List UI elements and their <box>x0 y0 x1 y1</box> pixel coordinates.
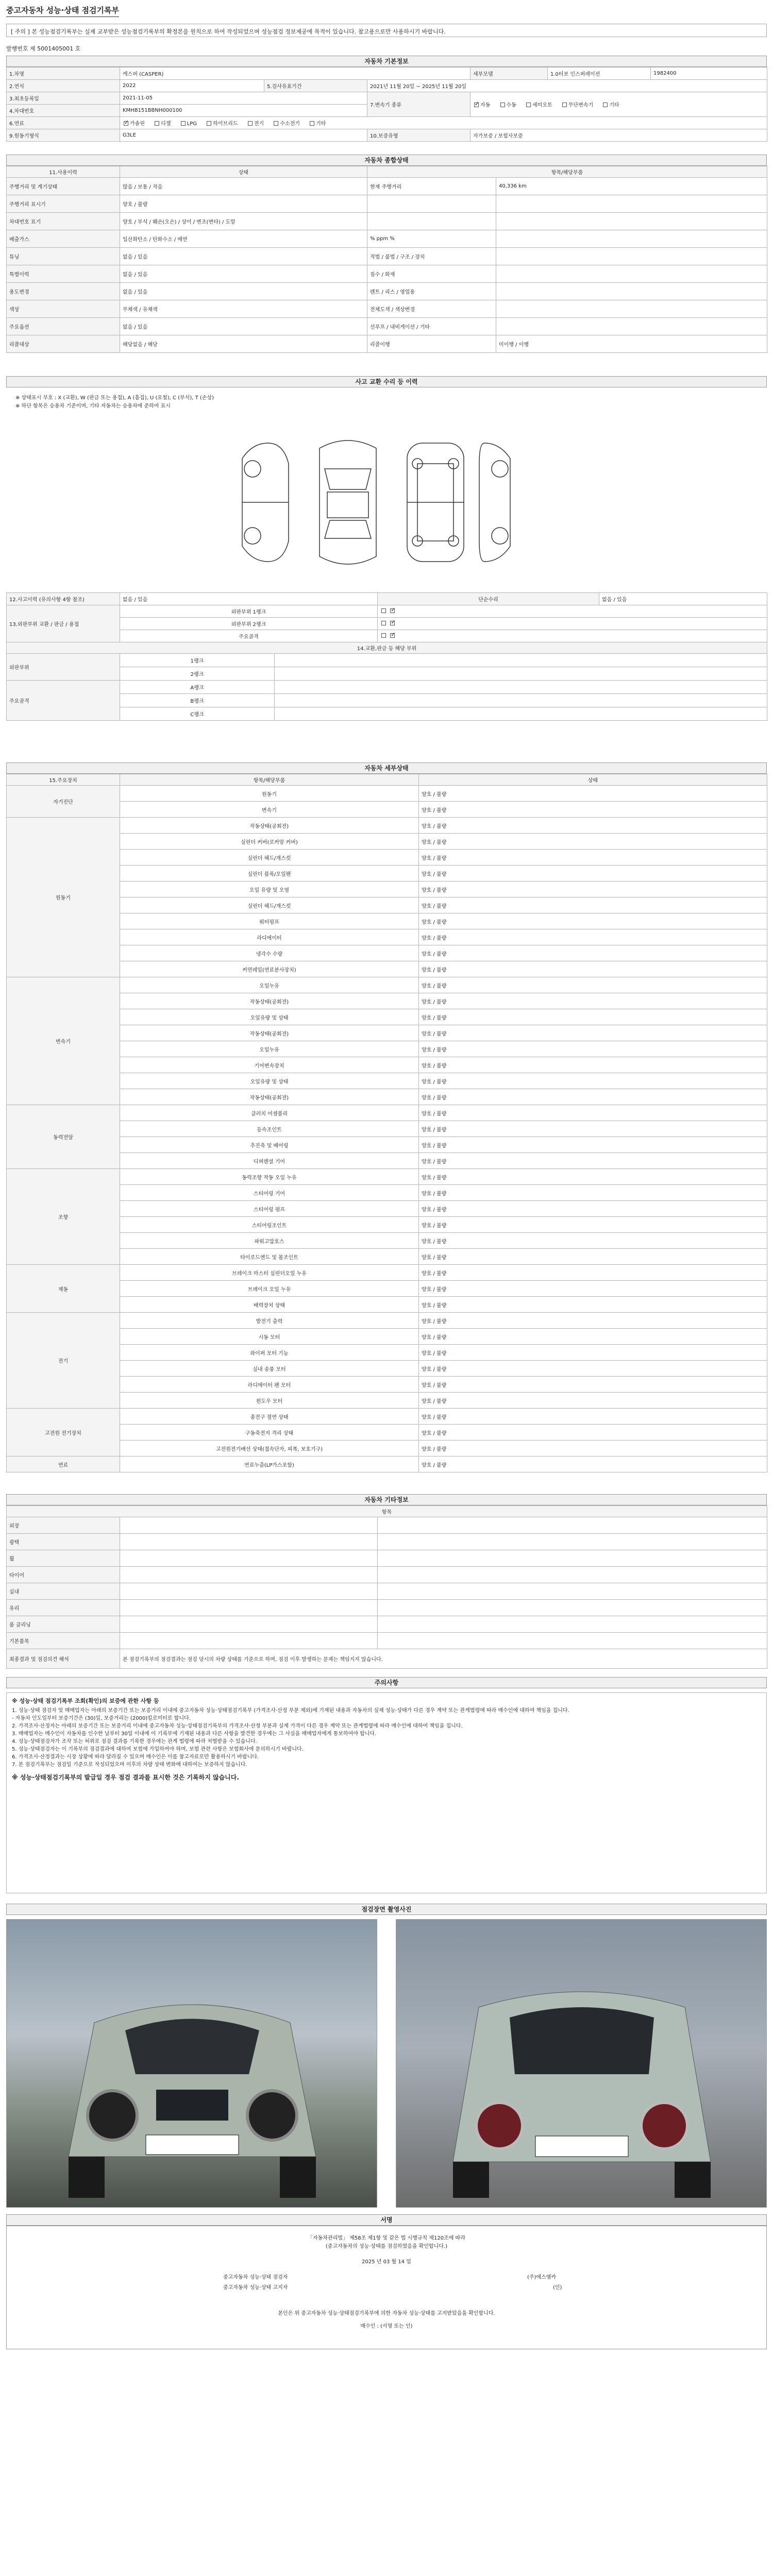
detail-item-status: 양호 / 불량 <box>419 1233 767 1249</box>
detail-item-status: 양호 / 불량 <box>419 834 767 850</box>
section-detail-title: 자동차 세부상태 <box>6 762 767 774</box>
checkbox-icon <box>526 103 531 107</box>
value-model-code: 1982400 <box>651 67 767 80</box>
detail-item-status: 양호 / 불량 <box>419 1153 767 1169</box>
detail-item-label: 연료누출(LP가스포함) <box>120 1456 419 1472</box>
label-car-name: 1.차명 <box>7 67 120 80</box>
checkbox-icon <box>181 121 186 126</box>
front-photo <box>6 1919 377 2208</box>
detail-item-label: 오일누유 <box>120 1041 419 1057</box>
overall-row-label: 색상 <box>7 300 120 318</box>
overall-row-state: 없음 / 있음 <box>120 318 367 335</box>
detail-item-label: 브레이크 오일 누유 <box>120 1281 419 1297</box>
detail-item-status: 양호 / 불량 <box>419 1377 767 1393</box>
detail-item-label: 스티어링 기어 <box>120 1185 419 1201</box>
section-sign-title: 서명 <box>6 2214 767 2226</box>
value-first-reg: 2021-11-05 <box>120 92 367 105</box>
overall-row-item: 현재 주행거리 <box>367 178 496 195</box>
detail-item-label: 디퍼렌셜 기어 <box>120 1153 419 1169</box>
detail-group-label: 동력전달 <box>7 1105 120 1169</box>
checkbox-icon <box>390 608 395 613</box>
rank-label: 2랭크 <box>120 667 275 681</box>
detail-item-label: 브레이크 마스터 실린더오일 누유 <box>120 1265 419 1281</box>
detail-item-status: 양호 / 불량 <box>419 1361 767 1377</box>
overall-row-label: 특별이력 <box>7 265 120 283</box>
parts-head: 14.교환,판금 등 해당 부위 <box>7 642 767 654</box>
sign-buyer-line: 본인은 위 중고자동차 성능·상태점검기록부에 의한 자동차 성능·상태를 고지받았음을 확인합니다. <box>278 2311 495 2316</box>
cost-row-extra <box>378 1583 767 1600</box>
value-car-name: 캐스퍼 (CASPER) <box>120 67 470 80</box>
cost-row-label: 외장 <box>7 1517 120 1534</box>
overall-row-item: 선루프 / 내비게이션 / 기타 <box>367 318 496 335</box>
detail-item-status: 양호 / 불량 <box>419 1137 767 1153</box>
rank-value <box>275 694 767 707</box>
checkbox-icon <box>274 121 278 126</box>
overall-head-items: 항목/해당부품 <box>367 166 767 178</box>
detail-item-status: 양호 / 불량 <box>419 802 767 818</box>
detail-item-label: 고전원전기배선 상태(접속단자, 피복, 보호기구) <box>120 1440 419 1456</box>
detail-item-status: 양호 / 불량 <box>419 1041 767 1057</box>
detail-item-status: 양호 / 불량 <box>419 961 767 977</box>
value-warranty: 자가보증 / 보험사보증 <box>470 129 767 142</box>
cost-opinion-label: 최종결과 및 점검의견 해석 <box>7 1649 120 1669</box>
cost-row-extra <box>378 1517 767 1534</box>
rank-value <box>275 667 767 681</box>
detail-item-status: 양호 / 불량 <box>419 1073 767 1089</box>
checkbox-icon <box>310 121 314 126</box>
detail-item-label: 구동축전지 격리 상태 <box>120 1425 419 1440</box>
detail-item-label: 기어변속장치 <box>120 1057 419 1073</box>
detail-group-label: 원동기 <box>7 818 120 977</box>
detail-item-label: 파워고압호스 <box>120 1233 419 1249</box>
detail-item-label: 오일유량 및 상태 <box>120 1009 419 1025</box>
overall-row-value <box>496 300 767 318</box>
label-outer-frame: 외판부위 <box>7 654 120 681</box>
label-engine-type: 9.원동기형식 <box>7 129 120 142</box>
detail-item-status: 양호 / 불량 <box>419 1393 767 1409</box>
detail-item-label: 스티어링조인트 <box>120 1217 419 1233</box>
detail-item-label: 추진축 및 베어링 <box>120 1137 419 1153</box>
cost-row-label: 실내 <box>7 1583 120 1600</box>
label-outer-panel: 13.외판부위 교환 / 판금 / 용접 <box>7 605 120 642</box>
outer-row-label: 외판부위 2랭크 <box>120 618 378 630</box>
value-inspection-period: 2021년 11월 20일 ~ 2025년 11월 20일 <box>367 80 767 92</box>
section-damage-title: 사고 교환 수리 등 이력 <box>6 376 767 387</box>
detail-item-status: 양호 / 불량 <box>419 1281 767 1297</box>
overall-row-item <box>367 195 496 213</box>
detail-item-status: 양호 / 불량 <box>419 977 767 993</box>
detail-item-status: 양호 / 불량 <box>419 1345 767 1361</box>
overall-row-value <box>496 248 767 265</box>
label-inspection-period: 5.검사유효기간 <box>264 80 367 92</box>
detail-group-label: 조향 <box>7 1169 120 1265</box>
detail-item-label: 실린더 블록/오일팬 <box>120 866 419 882</box>
cost-row-value <box>120 1567 378 1583</box>
detail-item-label: 충전구 절연 상태 <box>120 1409 419 1425</box>
sign-inspector-name: (주)에스엠카 <box>527 2275 557 2280</box>
rank-value <box>275 654 767 667</box>
detail-group-label: 연료 <box>7 1456 120 1472</box>
sign-law-line: 「자동차관리법」 제58조 제1항 및 같은 법 시행규칙 제120조에 따라 <box>308 2235 465 2241</box>
detail-item-status: 양호 / 불량 <box>419 1440 767 1456</box>
detail-group-label: 제동 <box>7 1265 120 1313</box>
sign-inspector-label: 중고자동차 성능·상태 점검자 <box>223 2275 288 2280</box>
detail-item-label: 와이퍼 모터 기능 <box>120 1345 419 1361</box>
detail-item-label: 오일유량 및 상태 <box>120 1073 419 1089</box>
detail-item-label: 클러치 어셈블리 <box>120 1105 419 1121</box>
overall-row-state: 무채색 / 유채색 <box>120 300 367 318</box>
detail-item-status: 양호 / 불량 <box>419 945 767 961</box>
detail-item-status: 양호 / 불량 <box>419 1105 767 1121</box>
cost-opinion-text: 본 점검기록부의 점검결과는 점검 당시의 차량 상태를 기준으로 하며, 점검 이후 발생하는 문제는 책임지지 않습니다. <box>120 1649 767 1669</box>
detail-item-status: 양호 / 불량 <box>419 1121 767 1137</box>
car-front-photo-icon <box>7 1920 377 2208</box>
label-vin: 4.차대번호 <box>7 105 120 117</box>
car-side-left-icon <box>242 443 289 562</box>
overall-row-label: 주행거리 및 계기상태 <box>7 178 120 195</box>
overall-row-item: 렌트 / 리스 / 영업용 <box>367 283 496 300</box>
cost-row-extra <box>378 1567 767 1583</box>
detail-item-status: 양호 / 불량 <box>419 1329 767 1345</box>
label-first-reg: 3.최초등록일 <box>7 92 120 105</box>
overall-row-item: % ppm % <box>367 230 496 248</box>
detail-item-label: 스티어링 펌프 <box>120 1201 419 1217</box>
certificate-number: 발행번호 제 5001405001 호 <box>6 45 81 52</box>
overall-row-item: 적법 / 불법 / 구조 / 장치 <box>367 248 496 265</box>
section-photos-title: 점검장면 촬영사진 <box>6 1904 767 1915</box>
notes-line: 3. 매매업자는 매수인이 자동차를 인수한 날부터 30일 이내에 이 기록부에 기재된 내용과 다른 사항을 발견한 경우에는 그 사실을 매매업자에게 통보하여야 합니다. <box>12 1731 377 1737</box>
rank-label: 1랭크 <box>120 654 275 667</box>
detail-item-status: 양호 / 불량 <box>419 818 767 834</box>
detail-item-status: 양호 / 불량 <box>419 786 767 802</box>
detail-item-label: 동력조향 작동 오일 누유 <box>120 1169 419 1185</box>
outer-row-value <box>378 618 767 630</box>
label-main-frame: 주요골격 <box>7 681 120 721</box>
cost-head: 항목 <box>7 1506 767 1517</box>
cost-row-extra <box>378 1616 767 1633</box>
checkbox-icon <box>390 621 395 625</box>
cost-row-label: 타이어 <box>7 1567 120 1583</box>
outer-row-value <box>378 605 767 618</box>
checkbox-icon <box>562 103 567 107</box>
overall-row-value: 40,336 km <box>496 178 767 195</box>
rear-photo <box>396 1919 767 2208</box>
detail-item-status: 양호 / 불량 <box>419 1025 767 1041</box>
detail-group-label: 전기 <box>7 1313 120 1409</box>
detail-item-label: 실린더 커버(로커암 커버) <box>120 834 419 850</box>
car-front-rear-icon <box>320 440 376 564</box>
overall-row-label: 리콜대상 <box>7 335 120 353</box>
notes-heading: ※ 성능·상태 점검기록부 조회(확인)의 보증에 관한 사항 등 <box>12 1698 159 1704</box>
detail-item-status: 양호 / 불량 <box>419 1313 767 1329</box>
checkbox-icon <box>381 633 386 638</box>
detail-item-status: 양호 / 불량 <box>419 1425 767 1440</box>
notes-line: 2. 가격조사·산정자는 아래의 보증기간 또는 보증거리 이내에 중고자동차 성능·상태점검기록부의 가격조사·산정 부분과 실제 가격이 다른 경우 계약 또는 관계법령에 따라 매수인에 대하여 책임을 집니다. <box>12 1723 463 1729</box>
detail-item-label: 타이로드엔드 및 볼조인트 <box>120 1249 419 1265</box>
sign-buyer-field: 매수인 : (서명 또는 인) <box>360 2324 413 2329</box>
overall-row-label: 차대번호 표기 <box>7 213 120 230</box>
detail-item-label: 원동기 <box>120 786 419 802</box>
detail-item-status: 양호 / 불량 <box>419 866 767 882</box>
detail-item-label: 실린더 헤드/개스킷 <box>120 897 419 913</box>
notes-line: 1. 성능·상태 점검자 및 매매업자는 아래의 보증기간 또는 보증거리 이내에 중고자동차 성능·상태점검기록부 (가격조사·산정 부분 제외)에 기재된 내용과 자동차의 실제 성능·상태가 다른 경우 계약 또는 관계법령에 따라 매수인에 대하여 책임을 집니다. <box>12 1708 569 1714</box>
detail-table <box>6 774 767 1472</box>
cost-row-value <box>120 1517 378 1534</box>
cost-row-extra <box>378 1633 767 1649</box>
notes-line: 6. 가격조사·산정결과는 시장 상황에 따라 달라질 수 있으며 매수인은 이를 참고자료로만 활용하시기 바랍니다. <box>12 1754 259 1760</box>
rank-label: A랭크 <box>120 681 275 694</box>
overall-row-value <box>496 195 767 213</box>
outer-row-value <box>378 630 767 642</box>
value-simple-repair: 없음 / 있음 <box>599 593 767 605</box>
detail-item-label: 워터펌프 <box>120 913 419 929</box>
detail-item-status: 양호 / 불량 <box>419 993 767 1009</box>
document-title: 중고자동차 성능·상태 점검기록부 <box>6 6 120 15</box>
overall-row-value <box>496 283 767 300</box>
detail-item-status: 양호 / 불량 <box>419 1169 767 1185</box>
detail-item-label: 실내 송풍 모터 <box>120 1361 419 1377</box>
overall-row-state: 일산화탄소 / 탄화수소 / 매연 <box>120 230 367 248</box>
detail-group-label: 자기진단 <box>7 786 120 818</box>
overall-row-state: 양호 / 부식 / 훼손(오손) / 상이 / 변조(변타) / 도말 <box>120 213 367 230</box>
cost-row-value <box>120 1600 378 1616</box>
checkbox-icon <box>207 121 211 126</box>
rank-label: B랭크 <box>120 694 275 707</box>
detail-group-label: 변속기 <box>7 977 120 1105</box>
cost-row-extra <box>378 1550 767 1567</box>
value-sub-model: 1.0터보 인스퍼레이션 <box>548 67 651 80</box>
label-simple-repair: 단순수리 <box>378 593 599 605</box>
overall-row-state: 많음 / 보통 / 적음 <box>120 178 367 195</box>
value-accident: 없음 / 있음 <box>120 593 378 605</box>
checkbox-icon <box>124 121 128 126</box>
label-accident: 12.사고이력 (유의사항 4항 참조) <box>7 593 120 605</box>
overall-row-label: 주행거리 표시기 <box>7 195 120 213</box>
cost-row-value <box>120 1583 378 1600</box>
detail-item-label: 커먼레일(연료분사장치) <box>120 961 419 977</box>
detail-head-device: 15.주요장치 <box>7 774 120 786</box>
detail-item-status: 양호 / 불량 <box>419 1249 767 1265</box>
detail-item-label: 라디에이터 팬 모터 <box>120 1377 419 1393</box>
rank-label: C랭크 <box>120 707 275 721</box>
checkbox-icon <box>390 633 395 638</box>
detail-item-status: 양호 / 불량 <box>419 850 767 866</box>
detail-item-label: 실린더 헤드/개스킷 <box>120 850 419 866</box>
overall-row-state: 없음 / 있음 <box>120 265 367 283</box>
value-vin: KMHB151BBNH000100 <box>120 105 367 117</box>
overall-head-state: 상태 <box>120 166 367 178</box>
cost-row-extra <box>378 1600 767 1616</box>
cost-row-extra <box>378 1534 767 1550</box>
detail-item-status: 양호 / 불량 <box>419 1409 767 1425</box>
cost-row-value <box>120 1550 378 1567</box>
car-side-right-icon <box>479 443 510 562</box>
detail-head-item: 항목/해당부품 <box>120 774 419 786</box>
detail-item-status: 양호 / 불량 <box>419 1201 767 1217</box>
rank-value <box>275 707 767 721</box>
detail-item-label: 작동상태(공회전) <box>120 993 419 1009</box>
detail-item-label: 작동상태(공회전) <box>120 818 419 834</box>
notice-box: [ 주의 ] 본 성능점검기록부는 실제 교부받은 성능점검기록부의 확정본을 원칙으로 하여 작성되었으며 성능점검 정보제공에 목적이 있습니다. 참고용으로만 사용하시기 바랍니다. <box>6 24 767 37</box>
rank-value <box>275 681 767 694</box>
outer-row-label: 외판부위 1랭크 <box>120 605 378 618</box>
section-cost-title: 자동차 기타정보 <box>6 1494 767 1505</box>
detail-head-state: 상태 <box>419 774 767 786</box>
checkbox-icon <box>603 103 608 107</box>
overall-row-state: 해당없음 / 해당 <box>120 335 367 353</box>
cost-row-label: 유리 <box>7 1600 120 1616</box>
sign-notifier-label: 중고자동차 성능·상태 고지자 <box>223 2285 288 2291</box>
section-notes-title: 주의사항 <box>6 1677 767 1688</box>
car-rear-photo-icon <box>396 1920 767 2208</box>
label-warranty: 10.보증유형 <box>367 129 470 142</box>
overall-row-label: 주요옵션 <box>7 318 120 335</box>
detail-item-status: 양호 / 불량 <box>419 1185 767 1201</box>
damage-table <box>6 592 767 721</box>
overall-row-value <box>496 265 767 283</box>
damage-legend: ※ 상태표시 부호 : X (교환), W (판금 또는 용접), A (흠집), U (요철), C (부식), T (손상) <box>15 395 214 401</box>
checkbox-icon <box>155 121 159 126</box>
overall-table <box>6 166 767 353</box>
sign-confirm-line: (중고자동차의 성능·상태를 점검하였음을 확인합니다.) <box>325 2244 448 2249</box>
notes-important: ※ 성능·상태점검기록부의 발급일 경우 점검 결과를 표시한 것은 기록하지 않습니다. <box>12 1774 239 1781</box>
detail-item-status: 양호 / 불량 <box>419 897 767 913</box>
overall-row-value: 미이행 / 이행 <box>496 335 767 353</box>
detail-item-label: 등속조인트 <box>120 1121 419 1137</box>
damage-note: ※ 하단 항목은 승용차 기준이며, 기타 자동차는 승용차에 준하여 표시 <box>15 403 171 409</box>
cost-row-label: 광택 <box>7 1534 120 1550</box>
notes-line: 4. 성능·상태점검자가 조작 또는 허위로 점검 결과를 기록한 경우에는 관계 법령에 따라 처벌받을 수 있습니다. <box>12 1739 257 1744</box>
overall-row-value <box>496 213 767 230</box>
detail-item-status: 양호 / 불량 <box>419 1456 767 1472</box>
overall-row-value <box>496 230 767 248</box>
checkbox-icon <box>474 103 479 107</box>
overall-row-label: 배출가스 <box>7 230 120 248</box>
overall-row-item: 침수 / 화재 <box>367 265 496 283</box>
label-transmission: 7.변속기 종류 <box>367 92 470 117</box>
cost-table <box>6 1505 767 1669</box>
overall-row-label: 튜닝 <box>7 248 120 265</box>
detail-item-label: 시동 모터 <box>120 1329 419 1345</box>
section-basic-title: 자동차 기본정보 <box>6 56 767 67</box>
cost-row-label: 휠 <box>7 1550 120 1567</box>
detail-item-label: 작동상태(공회전) <box>120 1089 419 1105</box>
car-frame-icon <box>407 443 464 562</box>
detail-item-status: 양호 / 불량 <box>419 1217 767 1233</box>
overall-row-state: 양호 / 불량 <box>120 195 367 213</box>
value-year: 2022 <box>120 80 264 92</box>
overall-head-usage: 11.사용이력 <box>7 166 120 178</box>
overall-row-item: 전체도색 / 색상변경 <box>367 300 496 318</box>
cost-row-value <box>120 1616 378 1633</box>
detail-item-label: 오일누유 <box>120 977 419 993</box>
detail-item-label: 오일 유량 및 오염 <box>120 882 419 897</box>
cost-row-value <box>120 1633 378 1649</box>
detail-item-label: 발전기 출력 <box>120 1313 419 1329</box>
cost-row-label: 룸 클리닝 <box>7 1616 120 1633</box>
overall-row-value <box>496 318 767 335</box>
sign-date: 2025 년 03 월 14 일 <box>362 2259 411 2265</box>
car-diagram <box>222 433 531 572</box>
detail-item-label: 라디에이터 <box>120 929 419 945</box>
label-sub-model: 세부모델 <box>470 67 548 80</box>
notes-line: 5. 성능·상태점검자는 이 기록부의 점검결과에 대하여 보험에 가입하여야 하며, 보험 관련 사항은 보험회사에 문의하시기 바랍니다. <box>12 1747 304 1752</box>
transmission-options: ✓ 자동 수동 세미오토 무단변속기 기타 <box>470 92 767 117</box>
overall-row-state: 없음 / 있음 <box>120 248 367 265</box>
detail-item-status: 양호 / 불량 <box>419 1297 767 1313</box>
checkbox-icon <box>500 103 505 107</box>
signature-box <box>6 2226 767 2349</box>
detail-item-status: 양호 / 불량 <box>419 1265 767 1281</box>
detail-item-label: 윈도우 모터 <box>120 1393 419 1409</box>
sign-notifier-mark: (인) <box>553 2285 562 2291</box>
fuel-options: ✓ 가솔린 디젤 LPG 하이브리드 전기 수소전기 기타 <box>120 117 767 129</box>
detail-item-status: 양호 / 불량 <box>419 1089 767 1105</box>
detail-item-status: 양호 / 불량 <box>419 929 767 945</box>
section-overall-title: 자동차 종합상태 <box>6 155 767 166</box>
detail-item-label: 작동상태(공회전) <box>120 1025 419 1041</box>
overall-row-label: 용도변경 <box>7 283 120 300</box>
detail-item-status: 양호 / 불량 <box>419 882 767 897</box>
overall-row-item <box>367 213 496 230</box>
detail-group-label: 고전원 전기장치 <box>7 1409 120 1456</box>
notes-box <box>6 1692 767 1893</box>
basic-info-table <box>6 67 767 142</box>
detail-item-label: 변속기 <box>120 802 419 818</box>
label-fuel: 6.연료 <box>7 117 120 129</box>
detail-item-status: 양호 / 불량 <box>419 1009 767 1025</box>
checkbox-icon <box>248 121 253 126</box>
overall-row-item: 리콜이행 <box>367 335 496 353</box>
detail-item-label: 냉각수 수량 <box>120 945 419 961</box>
detail-item-status: 양호 / 불량 <box>419 1057 767 1073</box>
checkbox-icon <box>381 608 386 613</box>
overall-row-state: 없음 / 있음 <box>120 283 367 300</box>
cost-row-label: 기본품목 <box>7 1633 120 1649</box>
detail-item-label: 배력장치 상태 <box>120 1297 419 1313</box>
detail-item-status: 양호 / 불량 <box>419 913 767 929</box>
notes-line: - 자동차 인도일부터 보증기간은 (30)일, 보증거리는 (2000)킬로미터로 합니다. <box>12 1716 191 1721</box>
value-engine-type: G3LE <box>120 129 367 142</box>
notes-line: 7. 본 점검기록부는 점검일 기준으로 작성되었으며 이후의 차량 상태 변화에 대하여는 보증하지 않습니다. <box>12 1762 247 1768</box>
checkbox-icon <box>381 621 386 625</box>
cost-row-value <box>120 1534 378 1550</box>
label-year: 2.연식 <box>7 80 120 92</box>
outer-row-label: 주요골격 <box>120 630 378 642</box>
